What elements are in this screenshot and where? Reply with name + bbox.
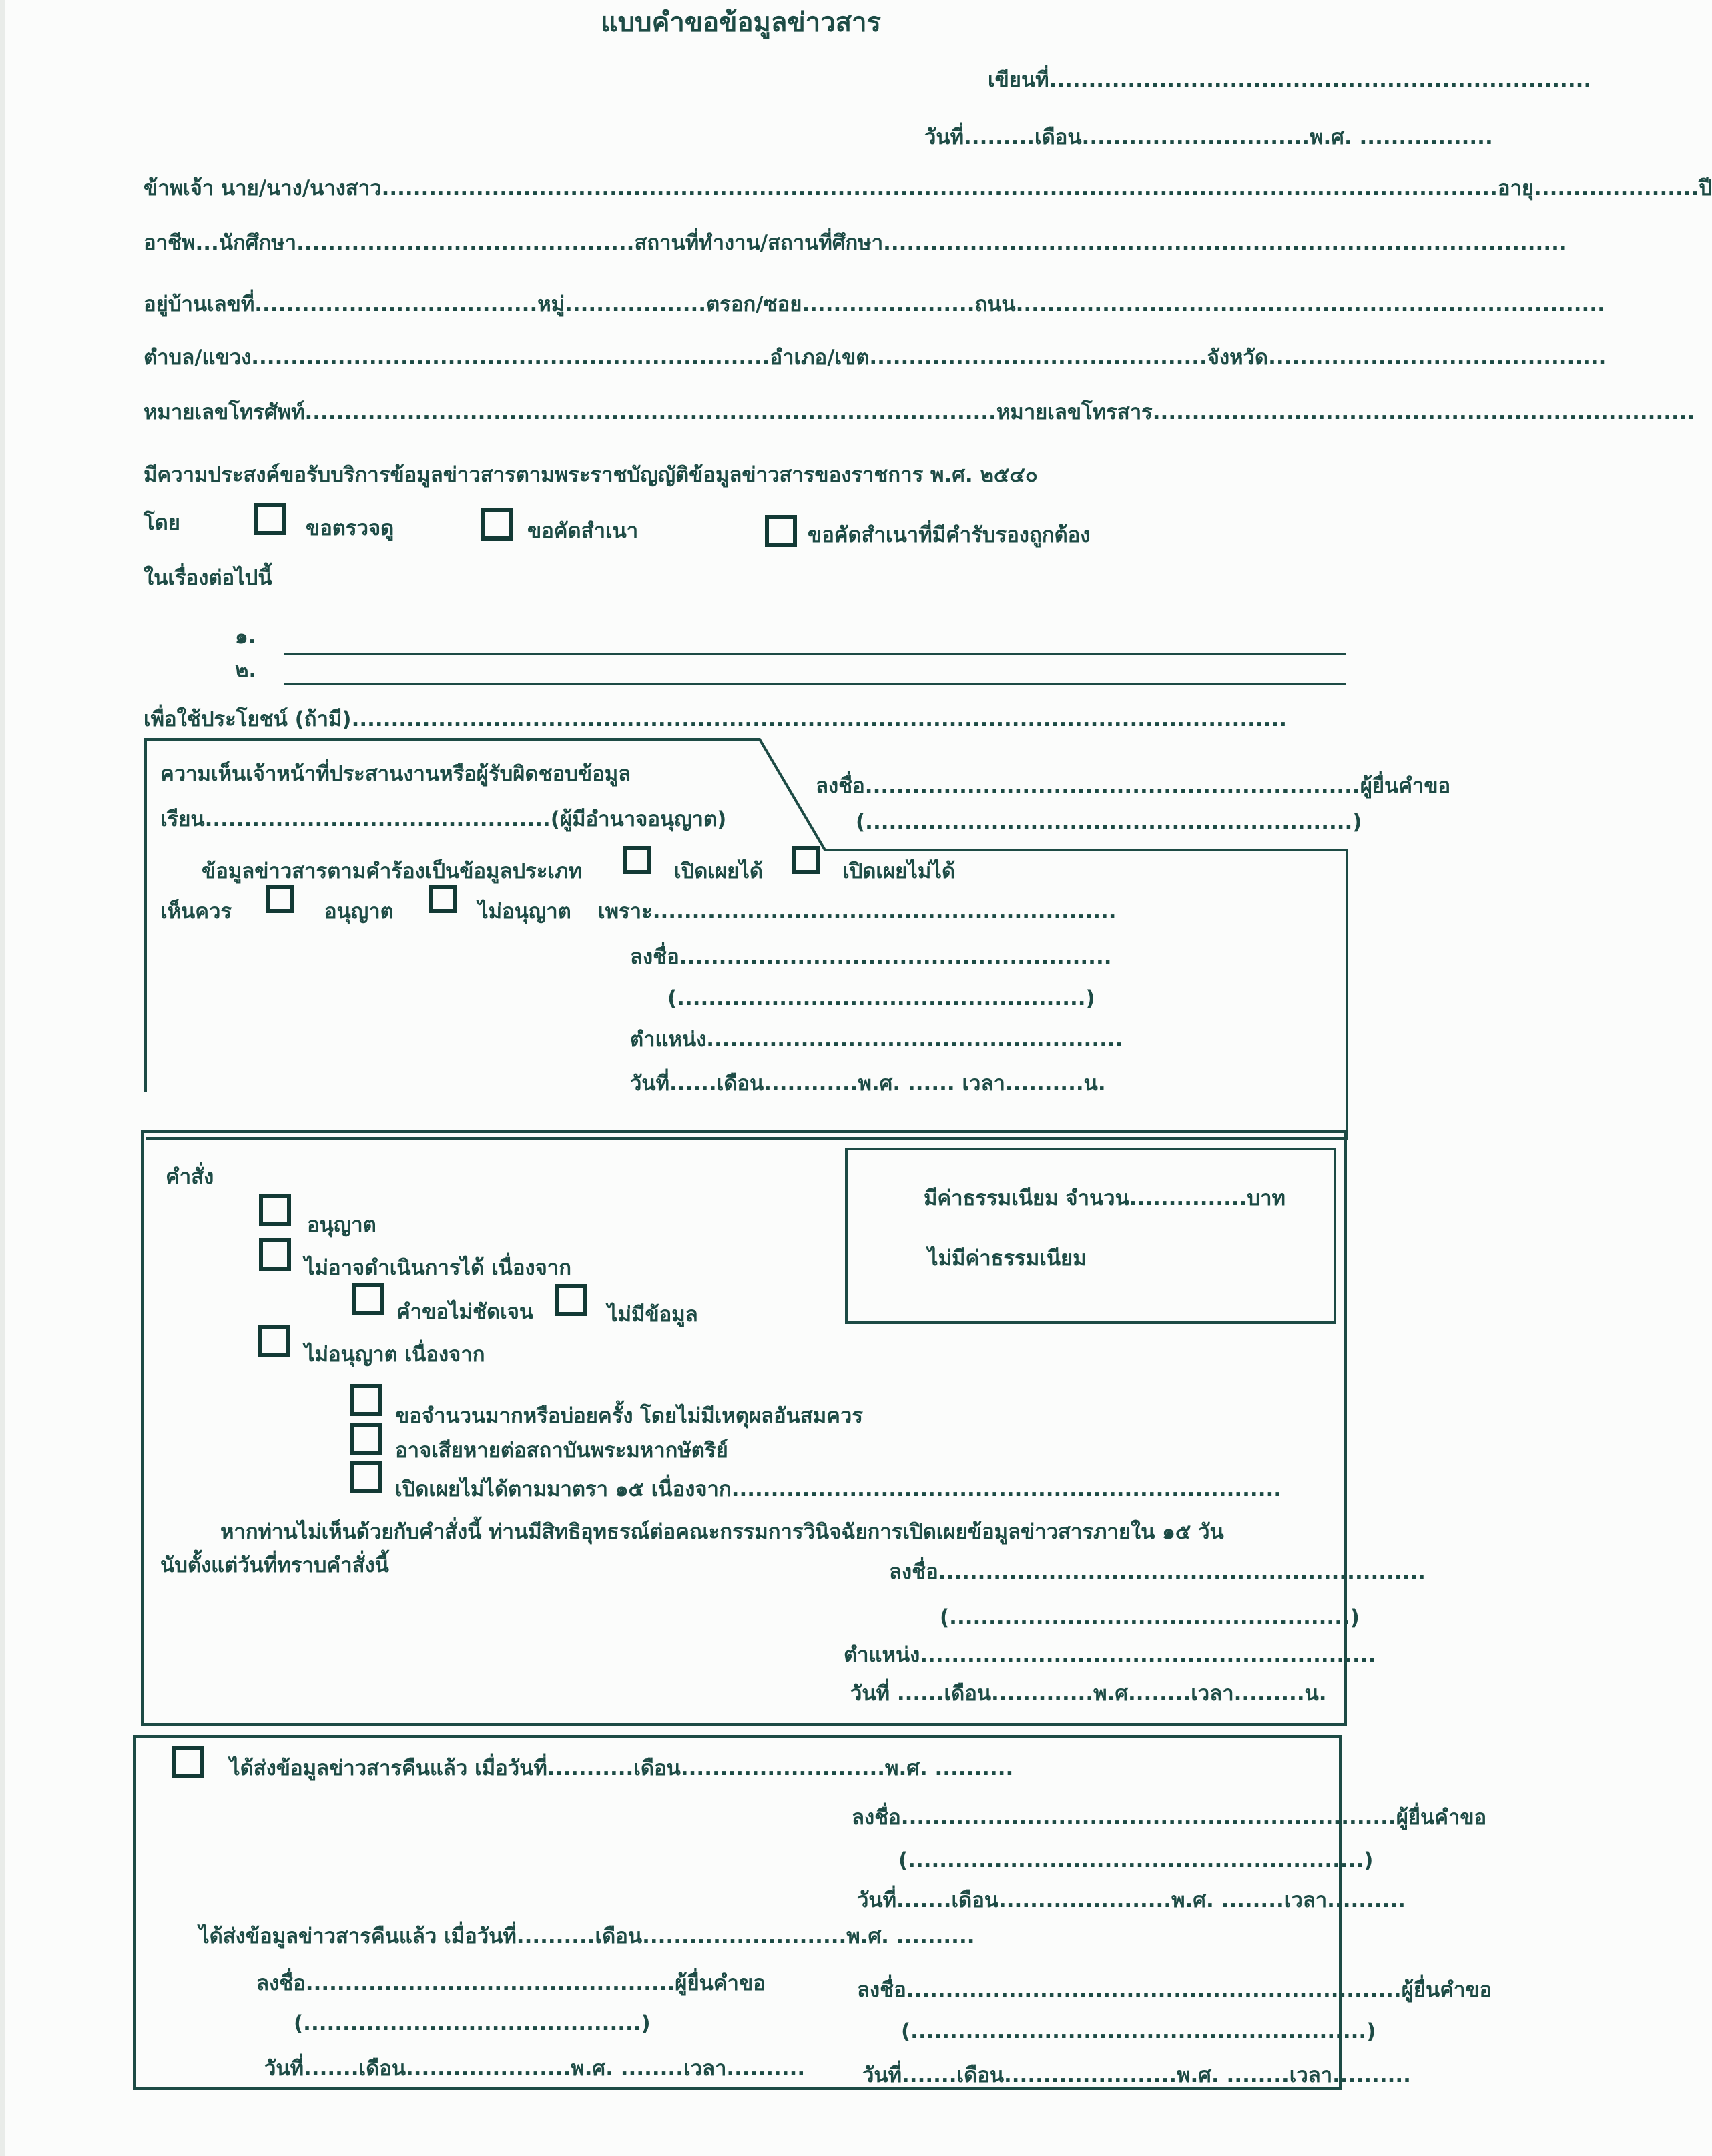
fee-box xyxy=(845,1148,1336,1324)
delivery-date-right-1[interactable]: วันที่.......เดือน......................พ.ศ. ........เวลา.......... xyxy=(857,1888,1406,1912)
opinion-not-approve-label: ไม่อนุญาต xyxy=(478,900,571,924)
reason-2-label: อาจเสียหายต่อสถาบันพระมหากษัตริย์ xyxy=(395,1439,728,1463)
no-fee-label: ไม่มีค่าธรรมเนียม xyxy=(928,1246,1087,1271)
certified-copy-label: ขอคัดสำเนาที่มีคำรับรองถูกต้อง xyxy=(808,523,1091,547)
opinion-heading: ความเห็นเจ้าหน้าที่ประสานงานหรือผู้รับผิดชอบข้อมูล xyxy=(160,762,631,786)
closed-checkbox[interactable] xyxy=(792,846,820,874)
order-sign-field[interactable]: ลงชื่อ.............................................................. xyxy=(889,1560,1426,1584)
data-type-label: ข้อมูลข่าวสารตามคำร้องเป็นข้อมูลประเภท xyxy=(202,859,582,883)
cannot-proceed-label: ไม่อาจดำเนินการได้ เนื่องจาก xyxy=(304,1256,571,1280)
order-approve-checkbox[interactable] xyxy=(259,1194,291,1226)
reason-3-checkbox[interactable] xyxy=(350,1461,382,1493)
fee-amount-field[interactable]: มีค่าธรรมเนียม จำนวน...............บาท xyxy=(924,1186,1286,1210)
closed-label: เปิดเผยไม่ได้ xyxy=(842,859,956,883)
open-label: เปิดเผยได้ xyxy=(674,859,764,883)
by-label: โดย xyxy=(144,511,180,535)
order-sign-paren[interactable]: (...................................................) xyxy=(940,1605,1360,1630)
delivery-date-right-2[interactable]: วันที่.......เดือน......................พ.ศ. ........เวลา.......... xyxy=(862,2063,1411,2087)
cannot-proceed-checkbox[interactable] xyxy=(259,1238,291,1271)
reason-2-checkbox[interactable] xyxy=(350,1423,382,1455)
delivery-sign-left[interactable]: ลงชื่อ...............................................ผู้ยื่นคำขอ xyxy=(256,1971,766,1995)
district-field[interactable]: ตำบล/แขวง..................................................................อำเภอ/เขต...........................................จังหวัด........................................... xyxy=(144,346,1607,370)
delivery-2-field[interactable]: ได้ส่งข้อมูลข่าวสารคืนแล้ว เมื่อวันที่..........เดือน..........................พ.ศ. .......... xyxy=(199,1924,975,1948)
subjects-label: ในเรื่องต่อไปนี้ xyxy=(144,566,272,590)
order-approve-label: อนุญาต xyxy=(307,1213,376,1237)
delivery-1-field[interactable]: ได้ส่งข้อมูลข่าวสารคืนแล้ว เมื่อวันที่...........เดือน..........................พ.ศ. .......... xyxy=(230,1756,1014,1780)
order-not-approve-label: ไม่อนุญาต เนื่องจาก xyxy=(304,1343,485,1367)
opinion-section-border xyxy=(0,0,1516,1148)
reason-1-label: ขอจำนวนมากหรือบ่อยครั้ง โดยไม่มีเหตุผลอันสมควร xyxy=(395,1404,863,1428)
delivery-paren-right-2[interactable]: (..........................................................) xyxy=(901,2019,1376,2043)
purpose-statement: มีความประสงค์ขอรับบริการข้อมูลข่าวสารตามพระราชบัญญัติข้อมูลข่าวสารของราชการ พ.ศ. ๒๕๔๐ xyxy=(144,463,1038,487)
opinion-to-field[interactable]: เรียน............................................(ผู้มีอำนาจอนุญาต) xyxy=(160,807,727,831)
delivered-checkbox[interactable] xyxy=(172,1746,204,1778)
benefit-field[interactable]: เพื่อใช้ประโยชน์ (ถ้ามี)....................................................................................................................... xyxy=(144,707,1287,731)
delivery-date-left[interactable]: วันที่.......เดือน.....................พ.ศ. ........เวลา.......... xyxy=(264,2057,806,2081)
reason-1-checkbox[interactable] xyxy=(350,1384,382,1416)
no-data-checkbox[interactable] xyxy=(555,1284,587,1316)
unclear-request-label: คำขอไม่ชัดเจน xyxy=(396,1300,534,1324)
opinion-position-field[interactable]: ตำแหน่ง..................................................... xyxy=(630,1028,1123,1052)
applicant-sign-field[interactable]: ลงชื่อ...............................................................ผู้ยื่นคำขอ xyxy=(816,774,1451,798)
address-field[interactable]: อยู่บ้านเลขที่....................................หมู่..................ตรอก/ซอย......................ถนน........................................................................... xyxy=(144,292,1605,316)
delivery-sign-right-2[interactable]: ลงชื่อ...............................................................ผู้ยื่นคำขอ xyxy=(857,1978,1492,2002)
opinion-because-field[interactable]: เพราะ........................................................... xyxy=(598,900,1117,924)
open-checkbox[interactable] xyxy=(623,846,651,874)
date-field[interactable]: วันที่.........เดือน.............................พ.ศ. ................. xyxy=(924,125,1493,149)
no-data-label: ไม่มีข้อมูล xyxy=(607,1303,698,1327)
opinion-sign-field[interactable]: ลงชื่อ....................................................... xyxy=(630,945,1112,969)
order-heading: คำสั่ง xyxy=(166,1165,214,1189)
subject-2-number: ๒. xyxy=(235,658,257,682)
form-title: แบบคำขอข้อมูลข่าวสาร xyxy=(601,7,882,38)
inspect-label: ขอตรวจดู xyxy=(306,516,394,541)
opinion-approve-checkbox[interactable] xyxy=(266,885,294,913)
order-not-approve-checkbox[interactable] xyxy=(258,1325,290,1357)
phone-field[interactable]: หมายเลขโทรศัพท์........................................................................................หมายเลขโทรสาร..................................................................... xyxy=(144,400,1695,424)
applicant-name-field[interactable]: ข้าพเจ้า นาย/นาง/นางสาว..............................................................................................................................................อายุ.....................ปี xyxy=(144,176,1712,200)
copy-label: ขอคัดสำเนา xyxy=(527,519,639,543)
opinion-not-approve-checkbox[interactable] xyxy=(429,885,457,913)
appeal-text-2: นับตั้งแต่วันที่ทราบคำสั่งนี้ xyxy=(160,1553,389,1577)
order-date-field[interactable]: วันที่ ......เดือน.............พ.ศ........เวลา.........น. xyxy=(850,1682,1327,1706)
delivery-paren-right-1[interactable]: (..........................................................) xyxy=(898,1848,1374,1872)
opinion-date-field[interactable]: วันที่......เดือน............พ.ศ. ...... เวลา..........น. xyxy=(630,1072,1106,1096)
delivery-paren-left[interactable]: (...........................................) xyxy=(294,2011,651,2035)
opinion-sign-paren[interactable]: (....................................................) xyxy=(667,986,1095,1010)
subject-1-number: ๑. xyxy=(235,625,256,649)
reason-3-field[interactable]: เปิดเผยไม่ได้ตามมาตรา ๑๕ เนื่องจาก...................................................................... xyxy=(395,1477,1282,1501)
recommend-label: เห็นควร xyxy=(160,900,232,924)
appeal-text-1: หากท่านไม่เห็นด้วยกับคำสั่งนี้ ท่านมีสิทธิอุทธรณ์ต่อคณะกรรมการวินิจฉัยการเปิดเผยข้อมูลข่าวสารภายใน ๑๕ วัน xyxy=(220,1520,1224,1544)
occupation-field[interactable]: อาชีพ...นักศึกษา...........................................สถานที่ทำงาน/สถานที่ศึกษา....................................................................................... xyxy=(144,231,1567,255)
order-position-field[interactable]: ตำแหน่ง.......................................................... xyxy=(844,1643,1376,1667)
written-at-field[interactable]: เขียนที่..................................................................... xyxy=(988,68,1592,92)
unclear-request-checkbox[interactable] xyxy=(352,1283,384,1315)
applicant-sign-paren[interactable]: (..............................................................) xyxy=(856,810,1362,834)
opinion-approve-label: อนุญาต xyxy=(324,900,394,924)
delivery-sign-right-1[interactable]: ลงชื่อ...............................................................ผู้ยื่นคำขอ xyxy=(852,1806,1487,1830)
